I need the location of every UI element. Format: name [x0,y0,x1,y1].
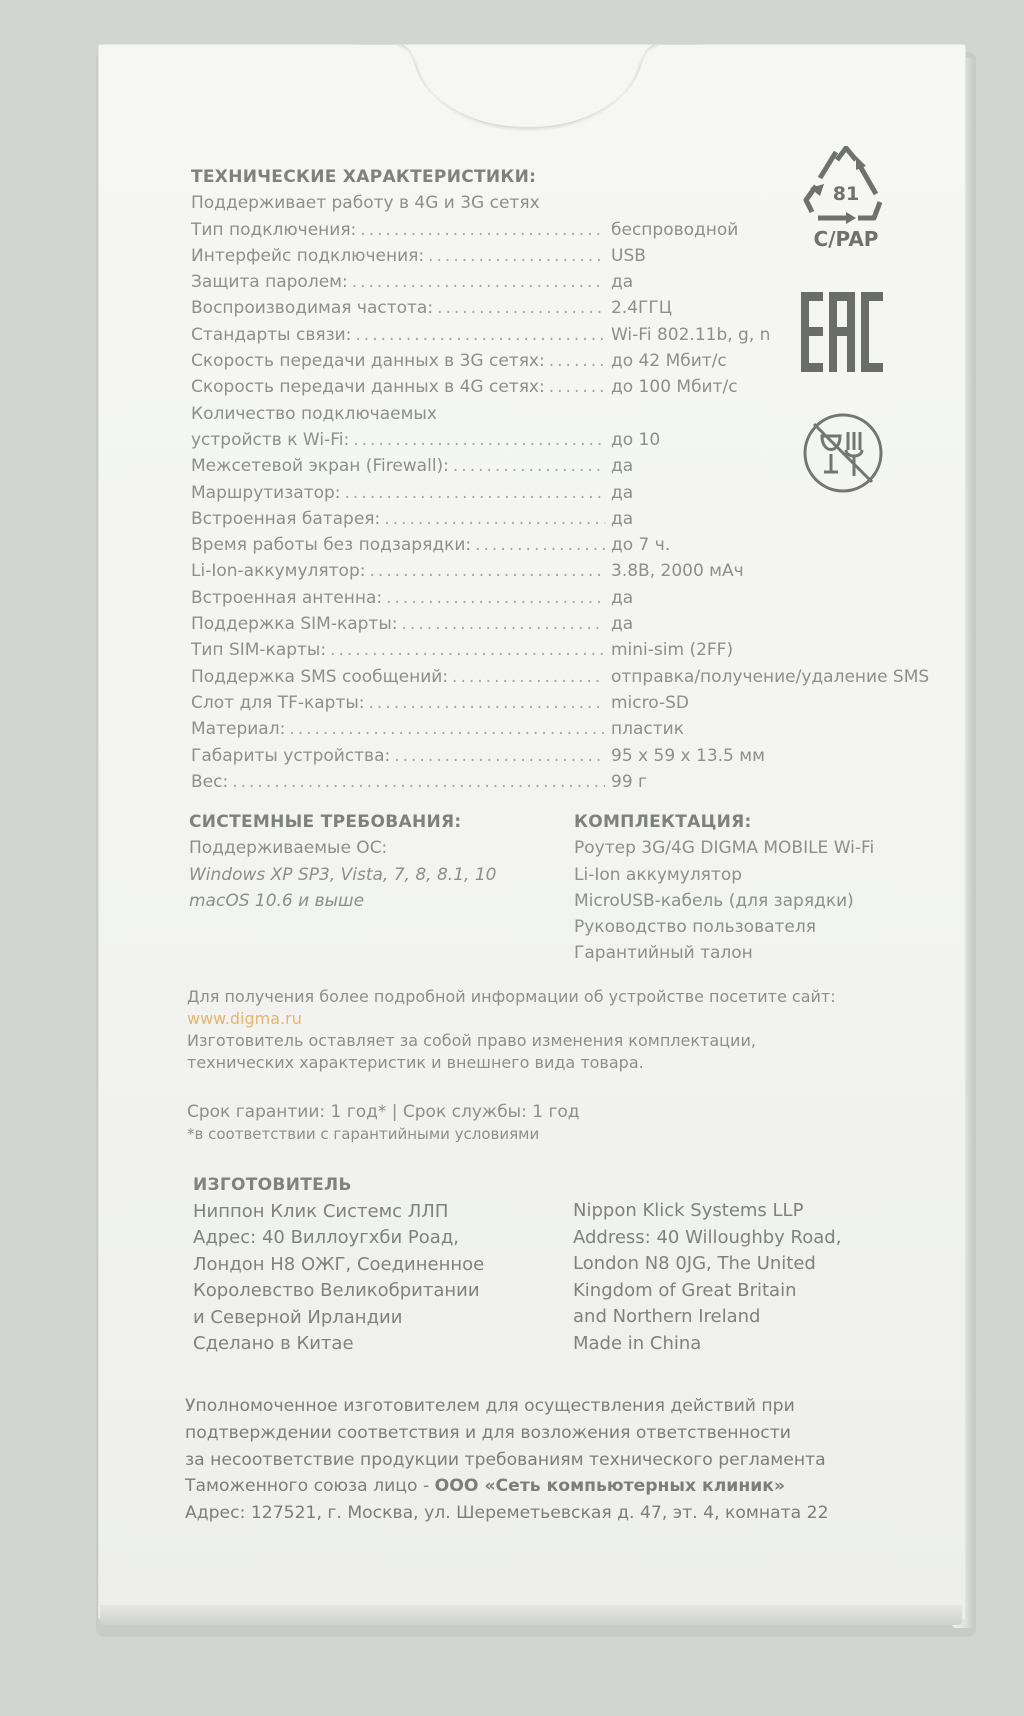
spec-value: до 7 ч. [611,535,671,556]
manufacturer-ru-line: Лондон Н8 ОЖГ, Соединенное [193,1253,485,1275]
sysreq-line: Поддерживаемые ОС: [189,838,388,859]
spec-value: да [611,587,634,608]
manufacturer-ru [193,1172,573,1358]
kit-title: КОМПЛЕКТАЦИЯ: [574,812,752,832]
spec-dot-leader [289,716,605,742]
sysreq-title: СИСТЕМНЫЕ ТРЕБОВАНИЯ: [189,812,462,832]
spec-value: беспроводной [611,219,739,240]
manufacturer-title: ИЗГОТОВИТЕЛЬ [193,1175,352,1195]
spec-row [191,506,921,532]
spec-dot-leader [330,637,605,663]
authorized-address: Адрес: 127521, г. Москва, ул. Шереметьевская д. 47, эт. 4, комната 22 [185,1503,829,1524]
authorized-line: за несоответствие продукции требованиям технического регламента [185,1449,826,1470]
manufacturer-en-line: London N8 0JG, The United [573,1253,816,1274]
warranty-note: *в соответствии с гарантийными условиями [187,1125,540,1143]
spec-value: 3.8В, 2000 мАч [611,561,744,582]
authorized-company: ООО «Сеть компьютерных клиник» [434,1476,786,1497]
spec-dot-leader [369,558,605,584]
spec-label: Интерфейс подключения: [191,245,425,266]
manufacturer-en-line: Address: 40 Willoughby Road, [573,1226,842,1248]
spec-label: Встроенная антенна: [191,587,383,608]
spec-label: Тип подключения: [191,219,357,240]
spec-dot-leader [428,243,605,269]
authorized-line: подтверждении соответствия и для возложения ответственности [185,1422,791,1443]
spec-value: USB [611,245,646,266]
spec-row [191,374,921,400]
spec-label: Время работы без подзарядки: [191,535,472,556]
spec-value: да [611,508,634,529]
spec-dot-leader [352,269,605,295]
spec-value: до 10 [611,429,661,450]
spec-label: Материал: [191,719,286,740]
spec-row [191,743,921,769]
spec-row [191,611,921,637]
spec-label: Скорость передачи данных в 4G сетях: [191,377,545,398]
spec-dot-leader [452,664,605,690]
authorized-prefix: Таможенного союза лицо - [185,1476,435,1497]
spec-dot-leader [549,374,605,400]
spec-dot-leader [386,585,605,611]
spec-value: mini-sim (2FF) [611,640,734,661]
not-for-food-icon [800,410,886,496]
spec-dot-leader [394,743,605,769]
specs-multiline-label: Количество подключаемых [191,403,437,424]
box-bottom-edge [100,1605,962,1625]
kit-item: Роутер 3G/4G DIGMA MOBILE Wi-Fi [574,838,875,859]
spec-value: 95 x 59 x 13.5 мм [611,745,765,766]
spec-label: Стандарты связи: [191,324,352,345]
spec-label: Поддержка SIM-карты: [191,614,398,635]
spec-dot-leader [232,769,605,795]
spec-value: да [611,614,634,635]
info-line: Изготовитель оставляет за собой право изменения комплектации, [187,1031,756,1050]
warranty-line: Срок гарантии: 1 год* | Срок службы: 1 год [187,1102,580,1122]
spec-label: Воспроизводимая частота: [191,298,434,319]
spec-dot-leader [549,348,605,374]
kit-item: Гарантийный талон [574,943,753,964]
warranty-block [187,1100,907,1144]
spec-value: да [611,456,634,477]
eac-mark-icon [799,290,885,374]
info-line: технических характеристик и внешнего вида товара. [187,1053,644,1072]
spec-row [191,769,921,795]
spec-value: пластик [611,719,684,740]
spec-value: 99 г [611,771,647,792]
package-contents [574,809,954,967]
info-block [187,986,907,1074]
spec-dot-leader [475,532,605,558]
manufacturer-ru-line: Сделано в Китае [193,1333,354,1354]
spec-value: да [611,482,634,503]
authorized-representative [185,1393,945,1527]
spec-row [191,532,921,558]
kit-item: Li-Ion аккумулятор [574,864,743,885]
sysreq-os-line: Windows XP SP3, Vista, 7, 8, 8.1, 10 [189,864,497,885]
manufacturer-en-line: Made in China [573,1332,702,1354]
recycle-icon [800,146,894,250]
kit-item: MicroUSB-кабель (для зарядки) [574,890,854,911]
spec-label: Скорость передачи данных в 3G сетях: [191,351,545,372]
spec-value: до 100 Мбит/с [611,377,738,398]
spec-dot-leader [345,480,605,506]
spec-dot-leader [453,453,605,479]
spec-label: Вес: [191,771,229,792]
spec-row [191,716,921,742]
spec-label: Межсетевой экран (Firewall): [191,456,449,477]
spec-label: Li-Ion-аккумулятор: [191,561,366,582]
spec-label: Поддержка SMS сообщений: [191,666,449,687]
spec-row [191,558,921,584]
spec-label: Габариты устройства: [191,745,391,766]
manufacturer-ru-line: Ниппон Клик Системс ЛЛП [193,1200,449,1222]
spec-value: Wi-Fi 802.11b, g, n [611,324,771,345]
box-flap-notch [358,44,698,132]
manufacturer-ru-line: Королевство Великобритании [193,1280,480,1301]
spec-label: устройств к Wi-Fi: [191,429,350,450]
recycle-code: C/PAP [813,227,879,250]
manufacturer-en-line: and Northern Ireland [573,1306,761,1327]
specs-title: ТЕХНИЧЕСКИЕ ХАРАКТЕРИСТИКИ: [191,167,537,187]
spec-dot-leader [360,217,605,243]
spec-label: Маршрутизатор: [191,482,341,503]
spec-dot-leader [369,690,605,716]
specs-intro: Поддерживает работу в 4G и 3G сетях [191,193,540,214]
manufacturer-en-line: Kingdom of Great Britain [573,1279,797,1301]
sysreq-os-line: macOS 10.6 и выше [189,890,365,911]
manufacturer-en [573,1198,953,1357]
spec-row [191,585,921,611]
authorized-line: Уполномоченное изготовителем для осуществления действий при [185,1396,795,1416]
manufacturer-ru-line: и Северной Ирландии [193,1306,403,1328]
kit-item: Руководство пользователя [574,917,816,938]
spec-row [191,637,921,663]
spec-value: 2.4ГГЦ [611,298,672,319]
system-requirements [189,809,569,914]
spec-value: до 42 Мбит/с [611,351,727,372]
website-link: www.digma.ru [187,1009,302,1028]
spec-value: micro-SD [611,692,689,713]
spec-label: Встроенная батарея: [191,508,381,529]
spec-dot-leader [353,427,605,453]
spec-value: отправка/получение/удаление SMS [611,666,930,687]
manufacturer-en-line: Nippon Klick Systems LLP [573,1200,804,1221]
spec-label: Слот для TF-карты: [191,692,365,713]
manufacturer-ru-line: Адрес: 40 Виллоугхби Роад, [193,1227,459,1248]
authorized-line [185,1473,945,1500]
spec-dot-leader [355,322,605,348]
spec-label: Тип SIM-карты: [191,640,327,661]
spec-row [191,690,921,716]
spec-dot-leader [437,295,605,321]
info-line: Для получения более подробной информации об устройстве посетите сайт: [187,987,836,1006]
spec-row [191,664,930,690]
spec-dot-leader [384,506,605,532]
spec-value: да [611,272,634,293]
spec-dot-leader [401,611,605,637]
recycle-number: 81 [832,183,860,205]
spec-label: Защита паролем: [191,272,348,293]
